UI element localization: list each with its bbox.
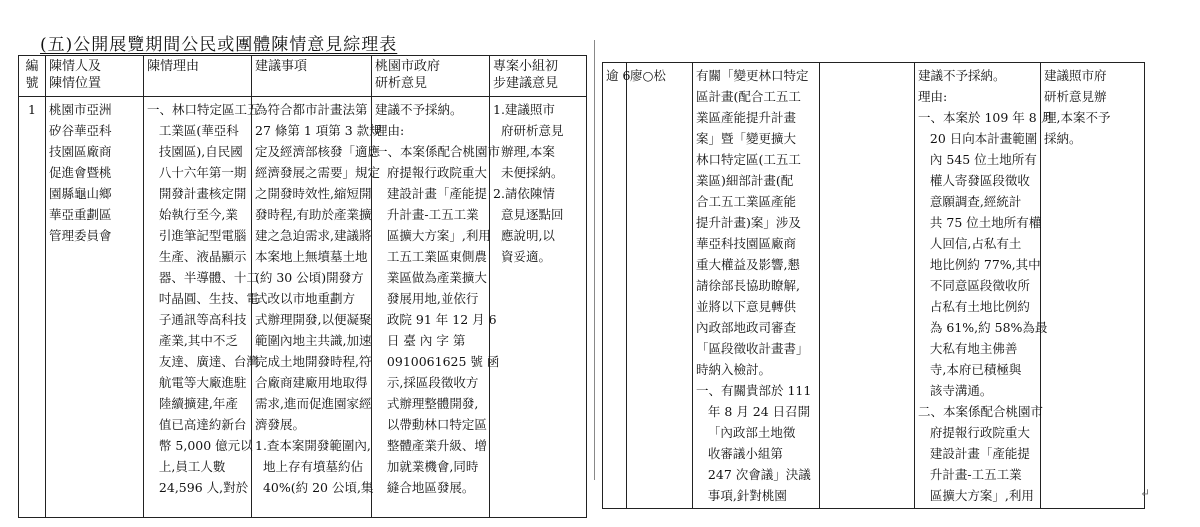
header-suggestion: 建議事項 — [252, 56, 372, 97]
petitioner-cell: 桃園市亞洲 矽谷華亞科 技園區廠商 促進會暨桃 園縣龜山鄉 華亞重劃區 管理委員會 — [46, 97, 144, 518]
suggestion-cell: 為符合都市計畫法第 27 條第 1 項第 3 款規 定及經濟部核發「適應 經濟發展之需要」規定 之開發時效性,縮短開 發時程,有助於產業擴 建之急迫需求,建議將 本案地上無墳墓土地 (約 30 公頃)開發方 式改以市地重劃方 式辦理開發,以便凝聚 範圍內地主共識,加速 完成土地開發時程,符 合廠商建廠用地取得 需求,進而促進園家經 濟發展。 1.查本案開發範圍內, 地上存有墳墓約佔 40%(約 20 公頃,集 — [252, 97, 372, 518]
left-opinion-table — [18, 55, 587, 518]
page-divider — [594, 40, 595, 480]
row-number: 逾 6 — [603, 63, 627, 509]
committee-opinion-cell: 1.建議照市 府研析意見 辦理,本案 未便採納。 2.請依陳情 意見逐點回 應說明,以 資妥適。 — [490, 97, 587, 518]
reason-cell: 一、林口特定區工五 工業區(華亞科 技園區),自民國 八十六年第一期 開發計畫核定開 始執行至今,業 引進筆記型電腦 生產、液晶顯示 器、半導體、十二 吋晶圓、生技、電 子通訊等高科技 產業,其中不乏 友達、廣達、台灣 航電等大廠進駐 陸續擴建,年產 值已高達約新台 幣 5,000 億元以 上,員工人數 24,596 人,對於 — [144, 97, 252, 518]
header-petitioner: 陳情人及 陳情位置 — [46, 56, 144, 97]
city-opinion-cell: 建議不予採納。 理由: 一、本案係配合桃園市 府提報行政院重大 建設計畫「產能提 升計畫-工五工業 區擴大方案」,利用 工五工業區東側農 業區做為產業擴大 發展用地,並依行 政院 91 年 12 月 6 日 臺 內 字 第 0910061625 號 函 示,採區段徵收方 式辦理整體開發, 以帶動林口特定區 整體產業升級、增 加就業機會,同時 縫合地區發展。 — [372, 97, 490, 518]
header-number: 編 號 — [19, 56, 46, 97]
row-number: 1 — [19, 97, 46, 518]
table-header-row — [19, 56, 587, 97]
right-opinion-table — [602, 62, 1145, 509]
reason-cell: 有關「變更林口特定 區計畫(配合工五工 業區產能提升計畫 案」暨「變更擴大 林口特定區(工五工 業區)細部計畫(配 合工五工業區產能 提升計畫)案」涉及 華亞科技園區廠商 重大權益及影響,懇 請徐部長協助瞭解, 並將以下意見轉供 內政部地政司審查 「區段徵收計畫書」 時納入檢討。 一、有關貴部於 111 年 8 月 24 日召開 「內政部土地徵 收審議小組第 247 次會議」決議 事項,針對桃園 — [693, 63, 820, 509]
suggestion-cell — [820, 63, 915, 509]
committee-opinion-cell: 建議照市府 研析意見辦 理,本案不予 採納。 — [1041, 63, 1145, 509]
header-reason: 陳情理由 — [144, 56, 252, 97]
city-opinion-cell: 建議不予採納。 理由: 一、本案於 109 年 8 月 20 日向本計畫範圍 內 545 位土地所有 權人寄發區段徵收 意願調查,經統計 共 75 位土地所有權 人回信,占私有土 地比例約 77%,其中 不同意區段徵收所 占私有土地比例約 為 61%,約 58%為最 大私有地主佛善 寺,本府已積極與 該寺溝通。 二、本案係配合桃園市 府提報行政院重大 建設計畫「產能提 升計畫-工五工業 區擴大方案」,利用 — [915, 63, 1041, 509]
table-row — [603, 63, 1145, 509]
header-committee-opinion: 專案小組初 步建議意見 — [490, 56, 587, 97]
header-city-opinion: 桃園市政府 研析意見 — [372, 56, 490, 97]
return-mark-icon: ↵ — [1140, 486, 1151, 500]
petitioner-cell: 廖○松 — [627, 63, 693, 509]
table-row — [19, 97, 587, 518]
page-title: (五)公開展覽期間公民或團體陳情意見綜理表 — [40, 35, 398, 55]
